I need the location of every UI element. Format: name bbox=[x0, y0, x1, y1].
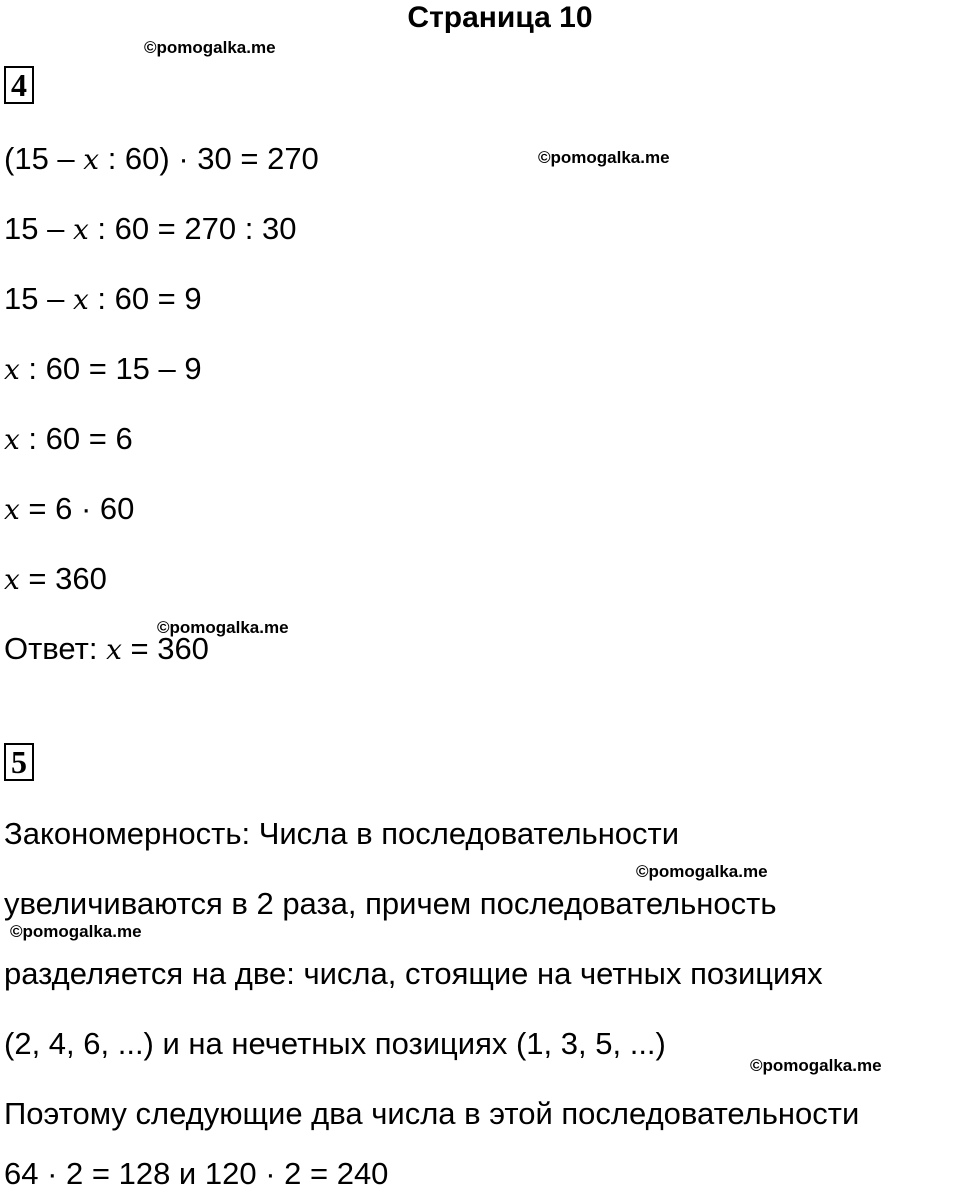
answer-line bbox=[4, 631, 209, 668]
equation-line bbox=[4, 141, 319, 178]
answer-label: Ответ: bbox=[4, 631, 107, 666]
equation-text: : 60 = 15 – 9 bbox=[19, 351, 202, 386]
answer-value: = 360 bbox=[121, 631, 209, 666]
equation-line bbox=[4, 351, 202, 388]
equation-text: 15 – bbox=[4, 281, 73, 316]
equation-line bbox=[4, 421, 133, 458]
watermark: ©pomogalka.me bbox=[750, 1056, 882, 1075]
equation-text: 15 – bbox=[4, 211, 73, 246]
text-line: разделяется на две: числа, стоящие на четных позициях bbox=[4, 956, 823, 991]
watermark: ©pomogalka.me bbox=[636, 862, 768, 881]
variable-x: 𝑥 bbox=[106, 633, 122, 666]
text-line: Закономерность: Числа в последовательности bbox=[4, 816, 680, 851]
variable-x: 𝑥 bbox=[72, 283, 89, 316]
equation-text: : 60 = 9 bbox=[88, 281, 202, 316]
task-number-box: 5 bbox=[4, 743, 34, 781]
equation-line bbox=[4, 561, 107, 598]
text-line: (2, 4, 6, ...) и на нечетных позициях (1, 3, 5, ...) bbox=[4, 1026, 666, 1061]
text-line: Поэтому следующие два числа в этой последовательности bbox=[4, 1096, 860, 1131]
equation-text: : 60) · 30 = 270 bbox=[99, 141, 319, 176]
text-line: 64 · 2 = 128 и 120 · 2 = 240 bbox=[4, 1156, 389, 1191]
task-number-box: 4 bbox=[4, 66, 34, 104]
equation-line bbox=[4, 211, 296, 248]
equation-line bbox=[4, 491, 134, 528]
equation-text: = 360 bbox=[19, 561, 107, 596]
variable-x: 𝑥 bbox=[4, 563, 20, 596]
variable-x: 𝑥 bbox=[4, 493, 20, 526]
equation-text: = 6 · 60 bbox=[19, 491, 135, 526]
text-line: увеличиваются в 2 раза, причем последовательность bbox=[4, 886, 777, 921]
equation-text: (15 – bbox=[4, 141, 84, 176]
variable-x: 𝑥 bbox=[72, 213, 89, 246]
equation-text: : 60 = 270 : 30 bbox=[88, 211, 297, 246]
page-title: Страница 10 bbox=[407, 1, 593, 34]
watermark: ©pomogalka.me bbox=[157, 618, 289, 637]
watermark: ©pomogalka.me bbox=[538, 148, 670, 167]
variable-x: 𝑥 bbox=[4, 353, 20, 386]
variable-x: 𝑥 bbox=[83, 143, 100, 176]
watermark: ©pomogalka.me bbox=[10, 922, 142, 941]
watermark: ©pomogalka.me bbox=[144, 38, 276, 57]
variable-x: 𝑥 bbox=[4, 423, 20, 456]
equation-line bbox=[4, 281, 202, 318]
equation-text: : 60 = 6 bbox=[19, 421, 133, 456]
